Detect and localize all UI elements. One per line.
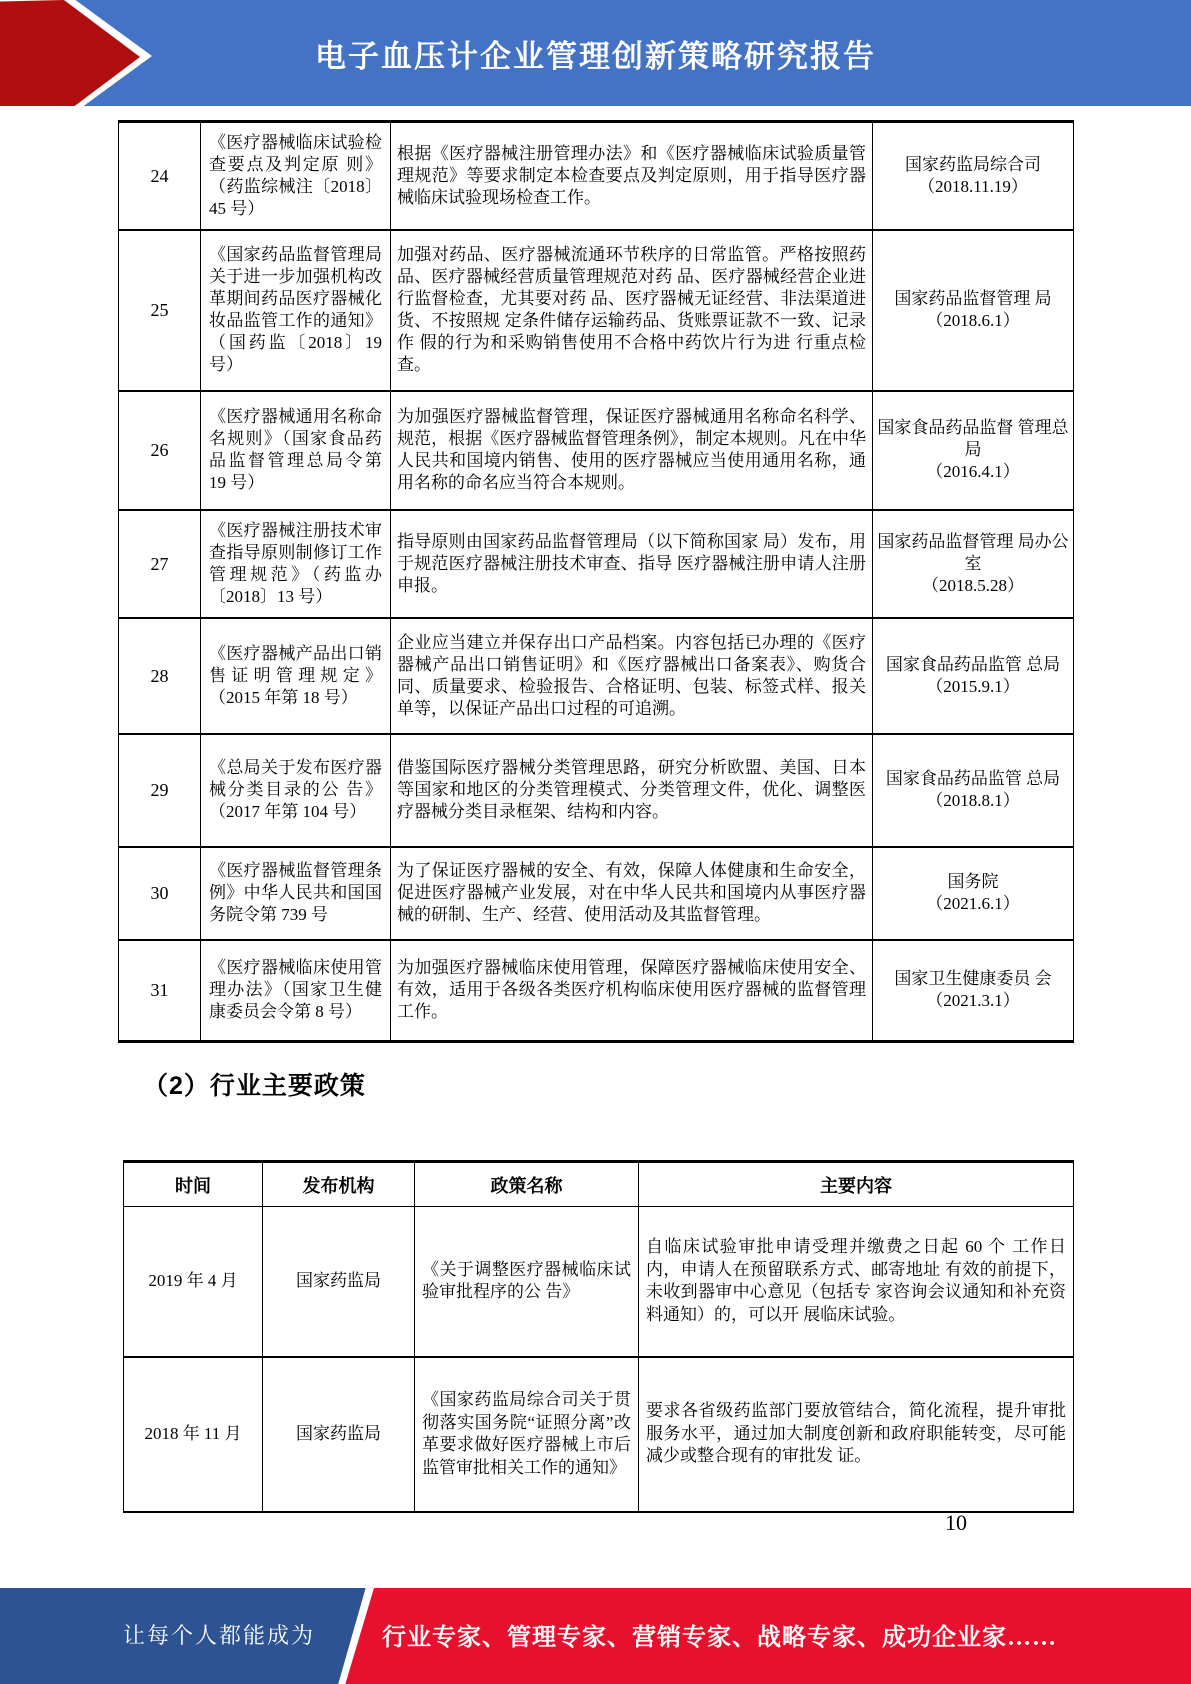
- authority-name: 国家药品监督管理 局: [894, 289, 1052, 308]
- regulation-name: 《医疗器械产品出口销售证明管理规定》（2015 年第 18 号）: [201, 618, 391, 734]
- table-row: [119, 940, 1074, 1042]
- authority-name: 国家药品监督管理 局办公室: [877, 531, 1069, 573]
- regulation-description: 为了保证医疗器械的安全、有效，保障人体健康和生命安全，促进医疗器械产业发展，对在中华人民共和国境内从事医疗器械的研制、生产、经营、使用活动及其监督管理。: [391, 847, 873, 940]
- column-header-agency: 发布机构: [263, 1162, 415, 1207]
- effective-date: （2018.11.19）: [918, 176, 1028, 196]
- column-header-main-content: 主要内容: [639, 1162, 1074, 1207]
- row-number: 26: [119, 391, 201, 510]
- effective-date: （2016.4.1）: [926, 462, 1020, 481]
- regulation-name: 《医疗器械通用名称命名规则》（国家食品药品监督管理总局令第 19 号）: [201, 391, 391, 510]
- section-heading: （2）行业主要政策: [143, 1072, 366, 1100]
- regulation-name: 《医疗器械注册技术审查指导原则制修订工作管理规范》（药监办〔2018〕13 号）: [201, 510, 391, 618]
- row-number: 25: [119, 230, 201, 391]
- issuing-authority: [873, 510, 1074, 618]
- policy-table-header-row: [124, 1162, 1074, 1207]
- table-row: [119, 391, 1074, 510]
- regulation-table: [118, 120, 1074, 1043]
- footer-left-slogan: 让每个人都能成为: [122, 1622, 315, 1648]
- footer-right-slogan: 行业专家、管理专家、营销专家、战略专家、成功企业家……: [382, 1624, 1057, 1651]
- policy-time: 2018 年 11 月: [124, 1357, 263, 1512]
- regulation-name: 《医疗器械临床试验检查要点及判定原 则》（药监综械注〔2018〕 45 号）: [201, 122, 391, 230]
- issuing-authority: [873, 940, 1074, 1042]
- policy-agency: 国家药监局: [263, 1357, 415, 1512]
- policy-content: 要求各省级药监部门要放管结合，简化流程，提升审批服务水平，通过加大制度创新和政府职能转变，尽可能减少或整合现有的审批发 证。: [639, 1357, 1074, 1512]
- regulation-name: 《国家药品监督管理局关于进一步加强机构改革期间药品医疗器械化妆品监管工作的通知》（国药监〔2018〕19 号）: [201, 230, 391, 391]
- authority-name: 国家食品药品监管 总局: [885, 769, 1061, 788]
- table-row: [119, 230, 1074, 391]
- report-header-band: [0, 0, 1191, 106]
- authority-name: 国家食品药品监管 总局: [885, 654, 1061, 674]
- regulation-description: 加强对药品、医疗器械流通环节秩序的日常监管。严格按照药品、医疗器械经营质量管理规范对药 品、医疗器械经营企业进行监督检查，尤其要对药 品、医疗器械无证经营、非法渠道进货、不按照规 定条件储存运输药品、货账票证款不一致、记录作 假的行为和采购销售使用不合格中药饮片行为进 行重点检查。: [391, 230, 873, 391]
- policy-agency: 国家药监局: [263, 1207, 415, 1357]
- table-row: [119, 618, 1074, 734]
- policy-table-container: [123, 1160, 1074, 1513]
- policy-name: 《国家药监局综合司关于贯彻落实国务院“证照分离”改革要求做好医疗器械上市后监管审批相关工作的通知》: [415, 1357, 639, 1512]
- row-number: 29: [119, 734, 201, 847]
- regulation-description: 指导原则由国家药品监督管理局（以下简称国家 局）发布，用于规范医疗器械注册技术审查、指导 医疗器械注册申请人注册申报。: [391, 510, 873, 618]
- authority-name: 国家药监局综合司: [905, 154, 1041, 174]
- regulation-name: 《医疗器械监督管理条例》中华人民共和国国务院令第 739 号: [201, 847, 391, 940]
- policy-time: 2019 年 4 月: [124, 1207, 263, 1357]
- effective-date: （2018.8.1）: [926, 791, 1020, 810]
- policy-table: [123, 1160, 1074, 1513]
- policy-content: 自临床试验审批申请受理并缴费之日起 60 个 工作日内，申请人在预留联系方式、邮寄地址 有效的前提下，未收到器审中心意见（包括专 家咨询会议通知和补充资料通知）的，可以开 展临床试验。: [639, 1207, 1074, 1357]
- regulation-description: 借鉴国际医疗器械分类管理思路，研究分析欧盟、美国、日本等国家和地区的分类管理模式、分类管理文件，优化、调整医疗器械分类目录框架、结构和内容。: [391, 734, 873, 847]
- effective-date: （2021.6.1）: [926, 894, 1020, 913]
- regulation-description: 企业应当建立并保存出口产品档案。内容包括已办理的《医疗器械产品出口销售证明》和《医疗器械出口备案表》、购货合同、质量要求、检验报告、合格证明、包装、标签式样、报关单等，以保证产品出口过程的可追溯。: [391, 618, 873, 734]
- table-row: [119, 847, 1074, 940]
- authority-name: 国家食品药品监督 管理总局: [877, 418, 1069, 459]
- policy-name: 《关于调整医疗器械临床试验审批程序的公 告》: [415, 1207, 639, 1357]
- regulation-table-container: [118, 120, 1074, 1043]
- effective-date: （2015.9.1）: [926, 676, 1020, 696]
- issuing-authority: [873, 230, 1074, 391]
- row-number: 27: [119, 510, 201, 618]
- issuing-authority: [873, 618, 1074, 734]
- table-row: [119, 734, 1074, 847]
- column-header-time: 时间: [124, 1162, 263, 1207]
- issuing-authority: [873, 122, 1074, 230]
- row-number: 30: [119, 847, 201, 940]
- table-row: [124, 1207, 1074, 1357]
- column-header-policy-name: 政策名称: [415, 1162, 639, 1207]
- table-row: [119, 510, 1074, 618]
- regulation-description: 根据《医疗器械注册管理办法》和《医疗器械临床试验质量管理规范》等要求制定本检查要点及判定原则，用于指导医疗器械临床试验现场检查工作。: [391, 122, 873, 230]
- report-title: 电子血压计企业管理创新策略研究报告: [315, 38, 876, 74]
- authority-name: 国务院: [947, 872, 999, 891]
- table-row: [119, 122, 1074, 230]
- effective-date: （2021.3.1）: [926, 991, 1020, 1011]
- issuing-authority: [873, 847, 1074, 940]
- regulation-name: 《总局关于发布医疗器械分类目录的公 告》（2017 年第 104 号）: [201, 734, 391, 847]
- authority-name: 国家卫生健康委员 会: [894, 969, 1052, 989]
- issuing-authority: [873, 391, 1074, 510]
- row-number: 31: [119, 940, 201, 1042]
- row-number: 24: [119, 122, 201, 230]
- footer-banner: [0, 1588, 1191, 1684]
- table-row: [124, 1357, 1074, 1512]
- page-number: 10: [945, 1510, 967, 1535]
- regulation-name: 《医疗器械临床使用管理办法》（国家卫生健康委员会令第 8 号）: [201, 940, 391, 1042]
- row-number: 28: [119, 618, 201, 734]
- effective-date: （2018.6.1）: [926, 311, 1020, 330]
- regulation-description: 为加强医疗器械临床使用管理，保障医疗器械临床使用安全、有效，适用于各级各类医疗机构临床使用医疗器械的监督管理工作。: [391, 940, 873, 1042]
- regulation-description: 为加强医疗器械监督管理，保证医疗器械通用名称命名科学、规范，根据《医疗器械监督管理条例》，制定本规则。凡在中华人民共和国境内销售、使用的医疗器械应当使用通用名称，通用名称的命名应当符合本规则。: [391, 391, 873, 510]
- effective-date: （2018.5.28）: [922, 575, 1024, 595]
- issuing-authority: [873, 734, 1074, 847]
